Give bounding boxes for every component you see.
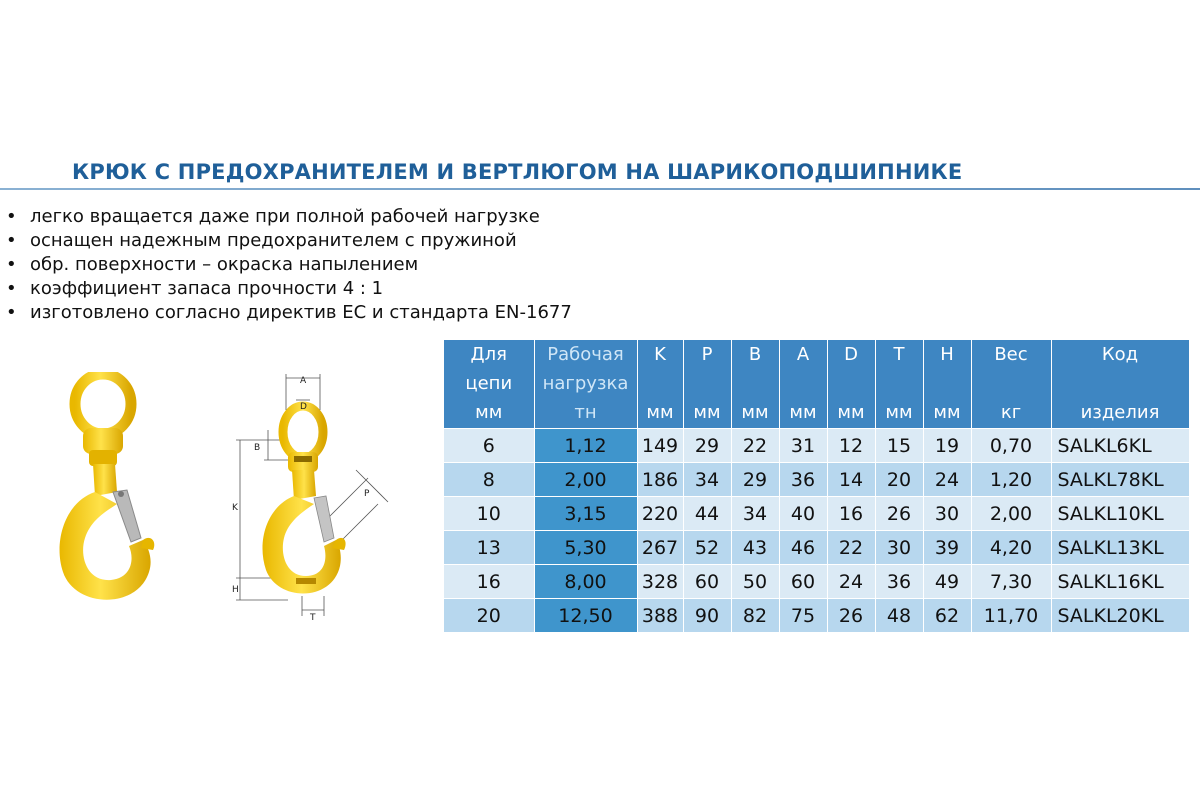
column-header — [683, 340, 731, 429]
table-cell: 60 — [779, 565, 827, 599]
column-header-label — [828, 340, 875, 398]
table-cell: 46 — [779, 531, 827, 565]
table-cell: 43 — [731, 531, 779, 565]
label-k: K — [232, 503, 238, 513]
column-unit: кг — [1000, 402, 1022, 423]
column-unit: тн — [574, 402, 597, 423]
table-cell: SALKL10KL — [1051, 497, 1189, 531]
table-cell: 12 — [827, 429, 875, 463]
table-cell: 62 — [923, 599, 971, 633]
column-unit: мм — [475, 402, 503, 423]
column-unit: мм — [693, 402, 721, 423]
table-cell: 8 — [444, 463, 534, 497]
column-header-line: Вес — [994, 344, 1028, 365]
table-cell: 22 — [731, 429, 779, 463]
table-cell: 12,50 — [534, 599, 637, 633]
column-unit: мм — [646, 402, 674, 423]
table-cell: SALKL20KL — [1051, 599, 1189, 633]
table-cell: 5,30 — [534, 531, 637, 565]
table-cell: 24 — [923, 463, 971, 497]
feature-item: • легко вращается даже при полной рабочей нагрузке — [0, 205, 572, 229]
table-cell: 220 — [637, 497, 683, 531]
column-header-line: нагрузка — [542, 373, 629, 394]
table-cell: 30 — [875, 531, 923, 565]
label-t: T — [310, 613, 316, 620]
table-cell: 82 — [731, 599, 779, 633]
table-cell: 14 — [827, 463, 875, 497]
column-header — [779, 340, 827, 429]
table-cell: SALKL78KL — [1051, 463, 1189, 497]
table-cell: 6 — [444, 429, 534, 463]
table-row — [444, 599, 1189, 633]
table-cell: 24 — [827, 565, 875, 599]
table-cell: 26 — [875, 497, 923, 531]
column-header-label — [972, 340, 1051, 398]
table-cell: 90 — [683, 599, 731, 633]
table-body — [444, 429, 1189, 633]
column-unit: мм — [789, 402, 817, 423]
table-cell: 8,00 — [534, 565, 637, 599]
table-cell: 75 — [779, 599, 827, 633]
column-header — [827, 340, 875, 429]
column-header — [923, 340, 971, 429]
column-header — [971, 340, 1051, 429]
column-header-line: D — [844, 344, 858, 365]
table-cell: 10 — [444, 497, 534, 531]
label-a: A — [300, 376, 307, 386]
table-header-row — [444, 340, 1189, 429]
column-header-label — [732, 340, 779, 398]
table-cell: SALKL6KL — [1051, 429, 1189, 463]
column-header-line: A — [796, 344, 810, 365]
table-cell: 16 — [444, 565, 534, 599]
column-unit: мм — [837, 402, 865, 423]
label-p: P — [364, 489, 370, 499]
table-cell: 13 — [444, 531, 534, 565]
table-cell: 4,20 — [971, 531, 1051, 565]
table-cell: 19 — [923, 429, 971, 463]
label-d: D — [300, 402, 307, 412]
swivel-hook-image — [45, 372, 175, 612]
feature-list — [0, 205, 572, 325]
label-h: H — [232, 585, 239, 595]
table-cell: 52 — [683, 531, 731, 565]
table-cell: 30 — [923, 497, 971, 531]
table-cell: 49 — [923, 565, 971, 599]
table-cell: 44 — [683, 497, 731, 531]
table-cell: 1,12 — [534, 429, 637, 463]
table-cell: 3,15 — [534, 497, 637, 531]
column-unit: мм — [741, 402, 769, 423]
column-header-line: T — [893, 344, 905, 365]
table-cell: 31 — [779, 429, 827, 463]
column-header-label — [780, 340, 827, 398]
column-header — [1051, 340, 1189, 429]
column-header-line: H — [940, 344, 954, 365]
column-header-label — [535, 340, 637, 398]
feature-item: • коэффициент запаса прочности 4 : 1 — [0, 277, 572, 301]
column-unit: мм — [933, 402, 961, 423]
table-row — [444, 531, 1189, 565]
table-cell: 34 — [683, 463, 731, 497]
table-cell: 328 — [637, 565, 683, 599]
table-cell: 7,30 — [971, 565, 1051, 599]
spec-table — [444, 340, 1190, 633]
column-header-line: Рабочая — [547, 344, 624, 365]
table-cell: 149 — [637, 429, 683, 463]
column-header-label — [876, 340, 923, 398]
table-row — [444, 497, 1189, 531]
table-cell: 2,00 — [534, 463, 637, 497]
table-cell: 20 — [444, 599, 534, 633]
column-header — [534, 340, 637, 429]
table-cell: SALKL13KL — [1051, 531, 1189, 565]
page-title: КРЮК С ПРЕДОХРАНИТЕЛЕМ И ВЕРТЛЮГОМ НА ШАРИКОПОДШИПНИКЕ — [72, 160, 963, 184]
table-cell: 36 — [875, 565, 923, 599]
table-cell: 50 — [731, 565, 779, 599]
column-header-line: P — [701, 344, 713, 365]
table-cell: 29 — [683, 429, 731, 463]
table-cell: 15 — [875, 429, 923, 463]
table-row — [444, 429, 1189, 463]
table-cell: 1,20 — [971, 463, 1051, 497]
feature-item: • обр. поверхности – окраска напылением — [0, 253, 572, 277]
column-header-label — [924, 340, 971, 398]
table-cell: 34 — [731, 497, 779, 531]
table-cell: 267 — [637, 531, 683, 565]
table-row — [444, 463, 1189, 497]
column-header-line: Код — [1101, 344, 1139, 365]
table-cell: 11,70 — [971, 599, 1051, 633]
table-cell: 20 — [875, 463, 923, 497]
table-cell: 388 — [637, 599, 683, 633]
feature-item: • оснащен надежным предохранителем с пружиной — [0, 229, 572, 253]
table-cell: 60 — [683, 565, 731, 599]
table-cell: 48 — [875, 599, 923, 633]
column-header — [444, 340, 534, 429]
column-header-line: Для — [470, 344, 507, 365]
table-cell: SALKL16KL — [1051, 565, 1189, 599]
column-header-label — [1052, 340, 1189, 398]
column-header — [875, 340, 923, 429]
table-cell: 16 — [827, 497, 875, 531]
dimension-drawing — [228, 370, 398, 620]
table-cell: 26 — [827, 599, 875, 633]
column-header-label — [444, 340, 534, 398]
table-cell: 0,70 — [971, 429, 1051, 463]
table-row — [444, 565, 1189, 599]
feature-item: • изготовлено согласно директив ЕС и стандарта EN-1677 — [0, 301, 572, 325]
column-header — [731, 340, 779, 429]
column-header — [637, 340, 683, 429]
column-unit: изделия — [1080, 402, 1160, 423]
table-cell: 40 — [779, 497, 827, 531]
table-cell: 29 — [731, 463, 779, 497]
column-header-line: цепи — [465, 373, 513, 394]
title-divider — [0, 188, 1200, 190]
table-cell: 2,00 — [971, 497, 1051, 531]
table-cell: 22 — [827, 531, 875, 565]
column-header-line: B — [748, 344, 762, 365]
table-cell: 186 — [637, 463, 683, 497]
column-header-label — [638, 340, 683, 398]
table-cell: 36 — [779, 463, 827, 497]
table-cell: 39 — [923, 531, 971, 565]
label-b: B — [254, 443, 261, 453]
column-unit: мм — [885, 402, 913, 423]
column-header-label — [684, 340, 731, 398]
column-header-line: K — [654, 344, 666, 365]
